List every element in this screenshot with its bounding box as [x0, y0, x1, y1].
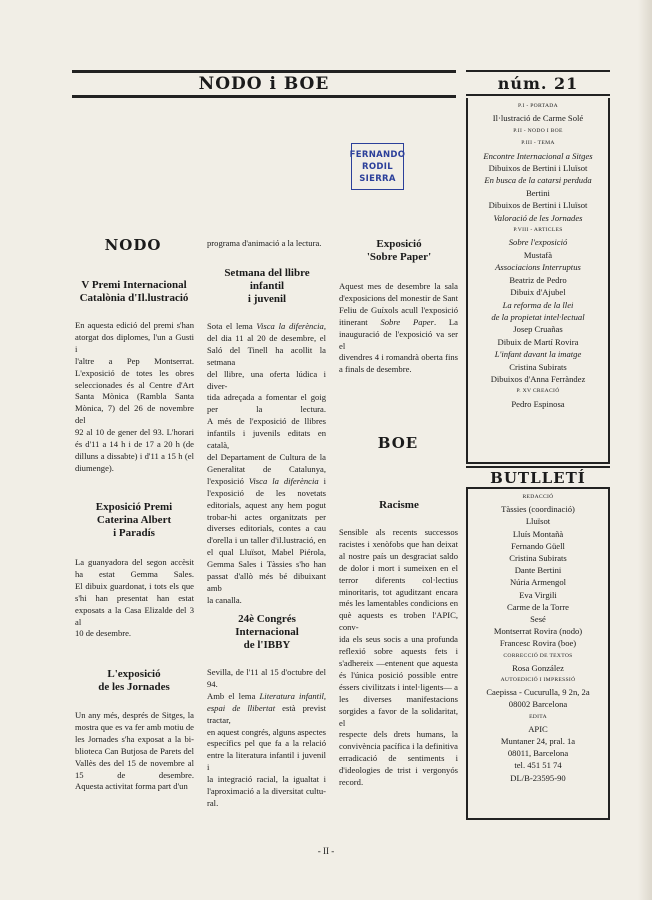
text-line: Vallès des del 15 de novembre al: [75, 757, 194, 768]
section-caption: P.VIII - ARTICLES: [513, 227, 563, 234]
list-item: Caepissa - Cucurulla, 9 2n, 2a: [486, 687, 590, 698]
text-line: les diverses manifestacions: [339, 693, 458, 704]
list-item: En busca de la catarsi perduda: [484, 175, 592, 186]
list-item: La reforma de la llei: [502, 299, 574, 310]
text-line: mostra que es va fer amb motiu de: [75, 721, 194, 732]
text-line: seleccionades és al Centre d'Art: [75, 379, 194, 390]
text-line: d'ideologies de trist i vergonyós: [339, 765, 458, 776]
text-line: éssers civilitzats i intel·ligents— a: [339, 681, 458, 692]
text-line: reflexió sobre aquests fets i: [339, 646, 458, 657]
list-item: Núria Armengol: [509, 577, 567, 588]
text-line: Generalitat de Catalunya,: [207, 463, 326, 474]
text-line: Mònica, 7) del 26 de novembre del: [75, 403, 194, 426]
text-line: Un any més, després de Sitges, la: [75, 710, 194, 720]
list-item: de la propietat intel·lectual: [491, 311, 585, 322]
article-title: 24è Congrés Internacional de l'IBBY: [235, 613, 299, 651]
text-line: La guanyadora del segon accèsit: [75, 557, 194, 567]
article-title: Racisme: [379, 499, 419, 511]
list-item: Cristina Subirats: [509, 361, 567, 372]
text-line: En aquesta edició del premi s'han: [75, 320, 194, 330]
text-line: entre la literatura infantil i juvenil i: [207, 750, 326, 773]
text-line: editorials, aquest any hem pogut: [207, 499, 326, 510]
page-edge-shadow: [638, 0, 652, 900]
text-line: 92 al 10 de gener del 93. L'horari: [75, 427, 194, 438]
list-item: 08011, Barcelona: [507, 748, 569, 759]
list-item: Rosa González: [512, 662, 564, 673]
continued-text: programa d'animació a la lectura.: [207, 238, 322, 248]
text-line: racistes i xenòfobs que han deixat: [339, 538, 458, 549]
text-line: passat d'allò més bé dibuixant amb: [207, 571, 326, 593]
text-line: respecte dels drets humans, la: [339, 729, 458, 740]
text-line: A més de l'exposició de llibres: [207, 416, 326, 427]
list-item: L'infant davant la imatge: [494, 349, 582, 360]
list-item: Fernando Güell: [511, 540, 565, 551]
text-line: 94.: [207, 678, 218, 689]
text-line: divendres 4 i romandrà oberta fins: [339, 352, 458, 363]
text-line: atorgat dos diplomes, l'un a Gusti i: [75, 331, 194, 354]
text-line: d'orella i un taller d'il.lustració, en: [207, 535, 326, 546]
article-body: [75, 557, 194, 640]
page-header: [72, 70, 456, 98]
list-item: Carme de la Torre: [507, 601, 569, 612]
text-line: Sevilla, de l'11 al 15 d'octubre del: [207, 667, 326, 677]
text-line: del dia 11 al 20 de desembre, el: [207, 332, 326, 343]
text-line: infantils i juvenils editats en català,: [207, 428, 326, 451]
article-body: [339, 527, 458, 789]
credits-box: [466, 489, 610, 820]
text-line: diumenge).: [75, 462, 114, 473]
article-body: [75, 710, 194, 793]
text-line: per la lectura.: [207, 404, 326, 415]
text-line: Sensible als recents successos: [339, 527, 458, 537]
text-line: Santa Mònica (Rambla Santa: [75, 391, 194, 402]
section-caption: P. XV CREACIÓ: [516, 388, 560, 395]
stamp-line: RODIL: [362, 161, 393, 172]
page-title: NODO i BOE: [198, 74, 330, 94]
text-line: 15 de desembre.: [75, 769, 194, 780]
issue-number-box: [466, 70, 610, 96]
list-item: Associacions Interruptus: [495, 262, 581, 273]
section-caption: REDACCIÓ: [522, 494, 554, 500]
text-line: les Jornades s'ha exposat a la bi-: [75, 733, 194, 744]
text-line: l'aproximació a la diversitat cultu-: [207, 786, 326, 797]
text-line: l'exposició de les novetats: [207, 487, 326, 498]
butlleti-header: [466, 466, 610, 489]
text-line: al nostre país un desgraciat saldo: [339, 550, 458, 561]
text-line: sorgides a favor de la solidaritat, el: [339, 705, 458, 728]
section-caption: P.III - TEMA: [521, 140, 555, 147]
text-line: ida els seus socis a una profunda: [339, 634, 458, 645]
text-line: 10 de desembre.: [75, 628, 132, 639]
boe-section-title: BOE: [377, 434, 419, 452]
text-line: Aquesta activitat forma part d'un: [75, 781, 188, 792]
list-item: Dibuixos de Bertini i Lluïsot: [488, 200, 588, 211]
text-line: de dolor i mort i sumeixen en el: [339, 562, 458, 573]
list-item: Dante Bertini: [514, 565, 562, 576]
text-line: El dibuix guardonat, i tots els que: [75, 580, 194, 591]
section-caption: P.I - PORTADA: [518, 103, 558, 109]
list-item: Josep Cruañas: [513, 324, 563, 335]
text-line: convivència pacífica i la definitiva: [339, 741, 458, 752]
text-line: espai de llibertat està previst tractar,: [207, 702, 326, 725]
nodo-section-title: NODO: [104, 236, 162, 254]
list-item: Dibuixos de Bertini i Lluïsot: [488, 163, 588, 174]
text-line: exposats a la Casa Elizalde del 3 al: [75, 604, 194, 627]
text-line: trobar-hi actes organitzats per: [207, 511, 326, 522]
list-item: Sobre l'exposició: [508, 237, 568, 248]
list-item: tel. 451 51 74: [514, 760, 562, 771]
text-line: Feliu de Guíxols acull l'exposició: [339, 304, 458, 315]
article-title: Setmana del llibre infantil i juvenil: [224, 267, 310, 305]
list-item: Beatriz de Pedro: [509, 274, 567, 285]
list-item: Francesc Rovira (boe): [499, 638, 577, 649]
text-line: la canalla.: [207, 594, 242, 605]
list-item: DL/B-23595-90: [510, 772, 566, 783]
article-title: V Premi Internacional Catalònia d'Il.lustració: [79, 279, 189, 304]
text-line: l'altre a Pep Montserrat.: [75, 355, 194, 366]
text-line: Gemma Sales i Tàssies s'ho han: [207, 559, 326, 570]
list-item: Pedro Espinosa: [511, 398, 565, 409]
text-line: què aquests es troben l'APIC, conv-: [339, 610, 458, 633]
section-caption: AUTOEDICIÓ I IMPRESSIÓ: [500, 677, 576, 684]
text-line: blioteca Can Butjosa de Parets del: [75, 745, 194, 756]
list-item: Encontre Internacional a Sitges: [483, 150, 593, 161]
text-line: en aquest congrés, alguns aspectes: [207, 726, 326, 737]
text-line: és d'11 a 14 h i de 17 a 20 h (de: [75, 439, 194, 450]
stamp-line: SIERRA: [359, 173, 396, 184]
article-title: L'exposició de les Jornades: [98, 668, 170, 693]
text-line: a finals de desembre.: [339, 364, 412, 375]
text-line: tida adreçada a fomentar el goig: [207, 392, 326, 403]
table-of-contents: [466, 98, 610, 464]
article-body: [75, 320, 194, 475]
list-item: Lluïsot: [525, 516, 551, 527]
text-line: del llibre, una oferta lúdica i diver-: [207, 368, 326, 391]
article-title: Exposició Premi Caterina Albert i Paradís: [95, 501, 173, 539]
text-line: minoritaris, tot aguditzant encara: [339, 586, 458, 597]
text-line: la integració racial, la igualtat i: [207, 774, 326, 785]
text-line: L'exposició de totes les obres: [75, 367, 194, 378]
stamp-line: FERNANDO: [349, 149, 406, 160]
list-item: Tàssies (coordinació): [501, 504, 575, 515]
text-line: dilluns a dissabte) i d'11 a 15 h (el: [75, 450, 194, 461]
list-item: Mustafà: [523, 249, 553, 260]
section-caption: P.II - NODO I BOE: [513, 127, 563, 134]
text-line: diverses editorials, contes a cau: [207, 523, 326, 534]
text-line: record.: [339, 777, 364, 788]
text-line: Saló del Tinell ha acollit la setmana: [207, 344, 326, 367]
text-line: específics pel que fa a la relació: [207, 738, 326, 749]
list-item: Valoració de les Jornades: [493, 212, 583, 223]
text-line: s'hi han presentat han estat: [75, 592, 194, 603]
list-item: Il·lustració de Carme Solé: [492, 113, 584, 124]
text-line: s'adhereix —entenent que aquesta: [339, 657, 458, 668]
list-item: Dibuixos d'Anna Ferràndez: [490, 373, 586, 384]
list-item: Dibuix d'Ajubel: [510, 287, 566, 298]
section-caption: EDITA: [529, 713, 547, 720]
text-line: erradicació de sentiments i: [339, 753, 458, 764]
text-line: ha estat Gemma Sales.: [75, 568, 194, 579]
page-number: - II -: [317, 846, 335, 856]
section-caption: CORRECCIÓ DE TEXTOS: [503, 652, 573, 659]
text-line: Amb el lema Literatura infantil,: [207, 690, 326, 701]
text-line: Aquest mes de desembre la sala: [339, 281, 458, 291]
article-body: [339, 281, 458, 376]
list-item: Dibuix de Martí Rovira: [497, 336, 579, 347]
list-item: Bertini: [526, 187, 550, 198]
text-line: itinerant Sobre Paper. La: [339, 316, 458, 327]
text-line: ral.: [207, 797, 219, 808]
list-item: Cristina Subirats: [509, 553, 567, 564]
issue-number: núm. 21: [497, 73, 579, 93]
text-line: el qual Lluïsot, Mabel Piérola,: [207, 547, 326, 558]
butlleti-title: BUTLLETÍ: [490, 468, 586, 487]
article-body: [207, 321, 326, 607]
list-item: Sesé: [530, 614, 546, 625]
list-item: Montserrat Rovira (nodo): [493, 626, 583, 637]
text-line: d'exposicions del monestir de Sant: [339, 292, 458, 303]
owner-stamp: [351, 143, 404, 190]
article-body: [207, 667, 326, 810]
list-item: APIC: [528, 723, 548, 734]
text-line: és l'única posició possible entre: [339, 669, 458, 680]
list-item: Lluís Montañà: [512, 528, 564, 539]
text-line: inauguració de l'exposició va ser el: [339, 328, 458, 351]
text-line: Sota el lema Visca la diferència,: [207, 321, 326, 331]
text-line: del Departament de Cultura de la: [207, 451, 326, 462]
text-line: més les lamentables condicions en: [339, 598, 458, 609]
list-item: 08002 Barcelona: [508, 699, 568, 710]
list-item: Eva Virgili: [519, 589, 557, 600]
list-item: Muntaner 24, pral. 1a: [500, 736, 576, 747]
text-line: l'exposició Visca la diferència i: [207, 475, 326, 486]
article-title: Exposició 'Sobre Paper': [366, 238, 432, 263]
text-line: terror diferents col·lectius: [339, 574, 458, 585]
